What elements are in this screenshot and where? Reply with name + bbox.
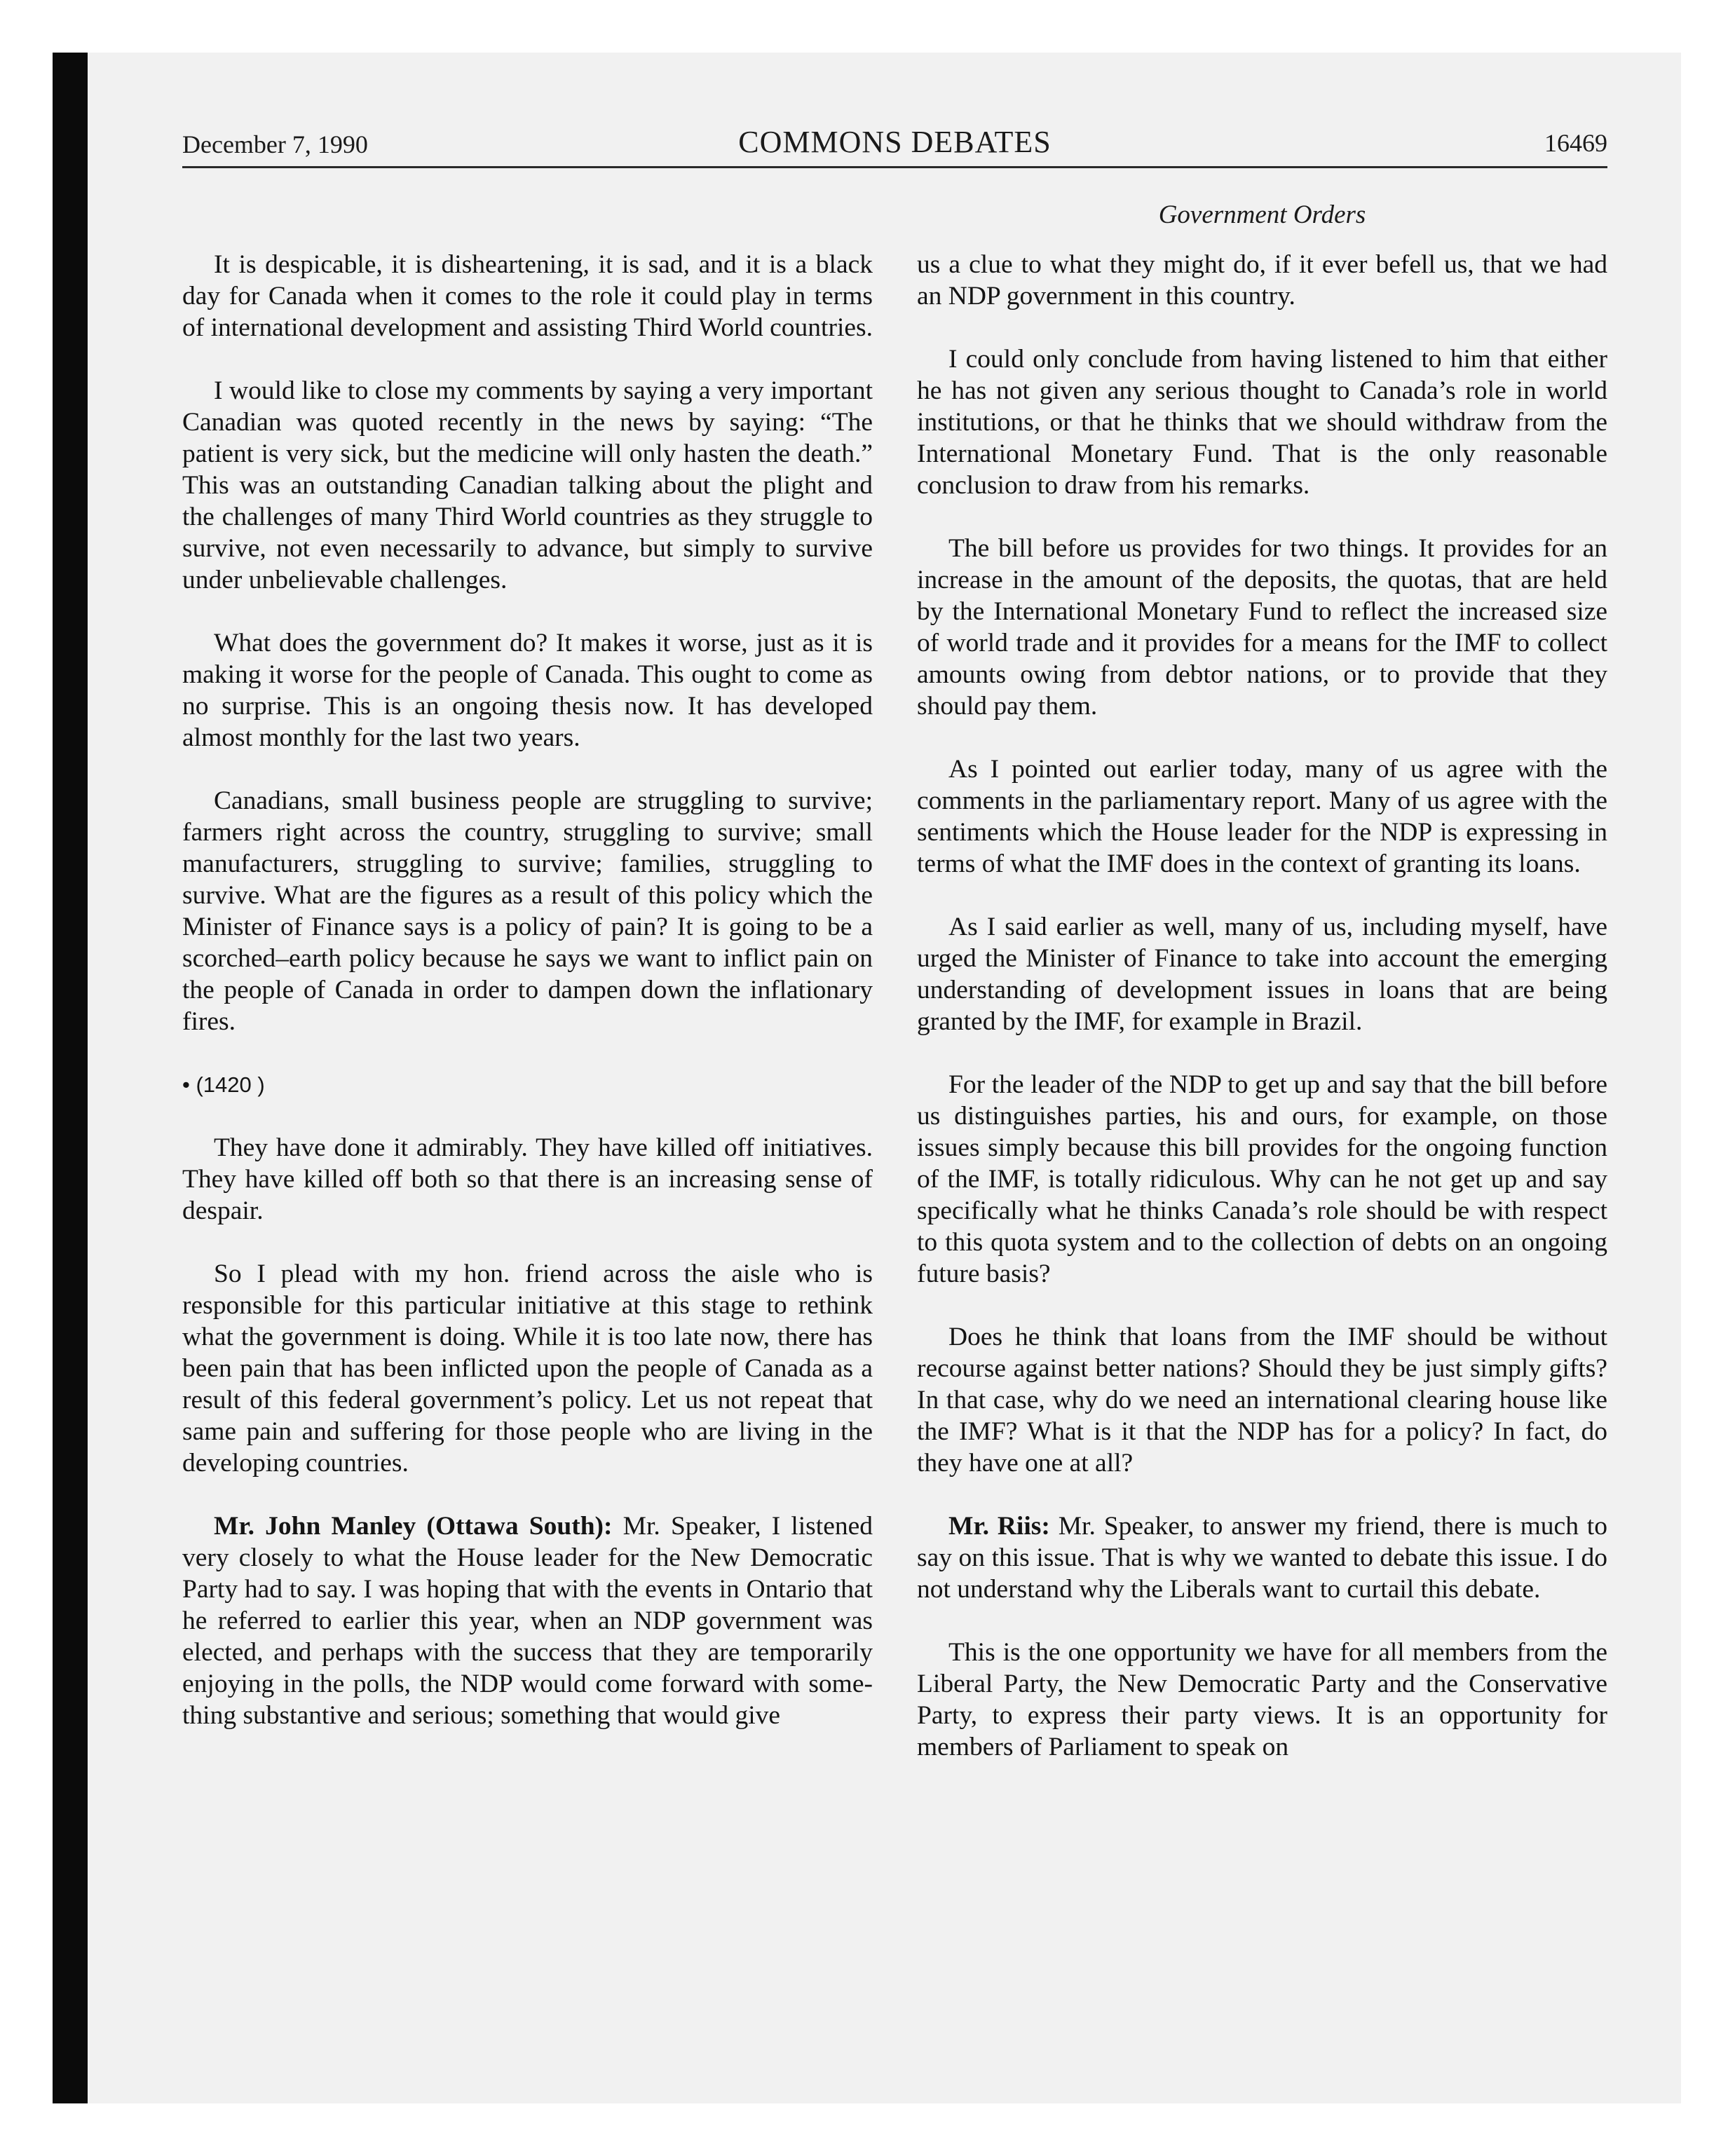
paragraph: I would like to close my comments by saying a very important Canadian was quoted recently in the news by saying: “The patient is very sick, but the medicine will only hasten the death.” This was an outstanding Canadian talking about the plight and the challenges of many Third World countries as they struggle to survive, not even necessarily to advance, but simply to survive under unbelievable challenges.: [182, 376, 873, 594]
paragraph: So I plead with my hon. friend across the aisle who is responsible for this particular initiative at this stage to rethink what the government is doing. While it is too late now, there has been pain that has been inflicted upon the people of Canada as a result of this federal government’s policy. Let us not repeat that same pain and suffering for those people who are living in the developing countries.: [182, 1260, 873, 1478]
speaker-name: Mr. Riis:: [948, 1512, 1050, 1541]
paragraph: What does the government do? It makes it worse, just as it is making it worse for the people of Canada. This ought to come as no surprise. This is an ongoing thesis now. It has developed almost monthly for the last two years.: [182, 629, 873, 752]
paragraph: They have done it admirably. They have killed off initiatives. They have killed off both so that there is an increasing sense of despair.: [182, 1133, 873, 1225]
time-marker: • (1420 ): [182, 1072, 265, 1097]
scan-binding-edge: [53, 53, 88, 2103]
paragraph: It is despicable, it is disheartening, it is sad, and it is a black day for Canada when it comes to the role it could play in terms of international development and assisting Third World countries.: [182, 250, 873, 342]
paragraph: For the leader of the NDP to get up and say that the bill before us distinguishes parties, his and ours, for example, on those issues simply because this bill provides for the ongoing function of the IMF, is totally ridiculous. Why can he not get up and say specifically what he thinks Canada’s role should be with respect to this quota system and to the collection of debts on an ongoing future basis?: [917, 1070, 1607, 1288]
header-title: COMMONS DEBATES: [738, 125, 1052, 159]
right-column: [917, 249, 1607, 1794]
scanned-page: [53, 53, 1681, 2103]
section-label: Government Orders: [1158, 200, 1366, 229]
speech-text: Mr. Speaker, to answer my friend, there is much to say on this issue. That is why we wanted to debate this issue. I do not understand why the Liberals want to curtail this debate.: [917, 1512, 1607, 1604]
paragraph: us a clue to what they might do, if it ever befell us, that we had an NDP government in this country.: [917, 250, 1607, 311]
speaker-paragraph: [182, 1510, 873, 1731]
page-header: [182, 123, 1607, 165]
paragraph: As I said earlier as well, many of us, including myself, have urged the Minister of Finance to take into account the emerging understanding of development issues in loans that are being granted by the IMF, for example in Brazil.: [917, 913, 1607, 1036]
paragraph: The bill before us provides for two things. It provides for an increase in the amount of the deposits, the quotas, that are held by the International Monetary Fund to reflect the increased size of world trade and it provides for a means for the IMF to collect amounts owing from debtor nations, or to provide that they should pay them.: [917, 534, 1607, 721]
paragraph: As I pointed out earlier today, many of us agree with the comments in the parliamentary report. Many of us agree with the sentiments which the House leader for the NDP is expressing in terms of what the IMF does in the context of granting its loans.: [917, 755, 1607, 878]
header-rule: [182, 166, 1607, 168]
paragraph: I could only conclude from having listened to him that either he has not given any serious thought to Canada’s role in world institutions, or that he thinks that we should withdraw from the International Monetary Fund. That is the only reasonable conclusion to draw from his remarks.: [917, 345, 1607, 500]
speech-text: Mr. Speaker, I listened very closely to what the House leader for the New Democratic Party had to say. I was hoping that with the events in Ontario that he referred to earlier this year, when an NDP government was elected, and perhaps with the success that they are temporarily enjoying in the polls, the NDP would come forward with something substantive and serious; something that would give: [182, 1512, 873, 1730]
header-date: December 7, 1990: [182, 130, 368, 158]
speaker-name: Mr. John Manley (Ottawa South):: [214, 1512, 613, 1541]
paragraph: Canadians, small business people are struggling to survive; farmers right across the country, struggling to survive; small manufacturers, struggling to survive; families, struggling to survive. What are the figures as a result of this policy which the Minister of Finance says is a policy of pain? It is going to be a scorched–earth policy because he says we want to inflict pain on the people of Canada in order to dampen down the inflationary fires.: [182, 786, 873, 1036]
speaker-paragraph: [917, 1510, 1607, 1605]
paragraph: Does he think that loans from the IMF should be without recourse against better nations? Should they be just simply gifts? In that case, why do we need an international clearing house like the IMF? What is it that the NDP has for a policy? In fact, do they have one at all?: [917, 1323, 1607, 1478]
header-page-number: 16469: [1544, 129, 1607, 157]
paragraph: This is the one opportunity we have for all members from the Liberal Party, the New Democratic Party and the Conservative Party, to express their party views. It is an opportunity for members of Parliament to speak on: [917, 1638, 1607, 1761]
left-column: [182, 249, 873, 1763]
